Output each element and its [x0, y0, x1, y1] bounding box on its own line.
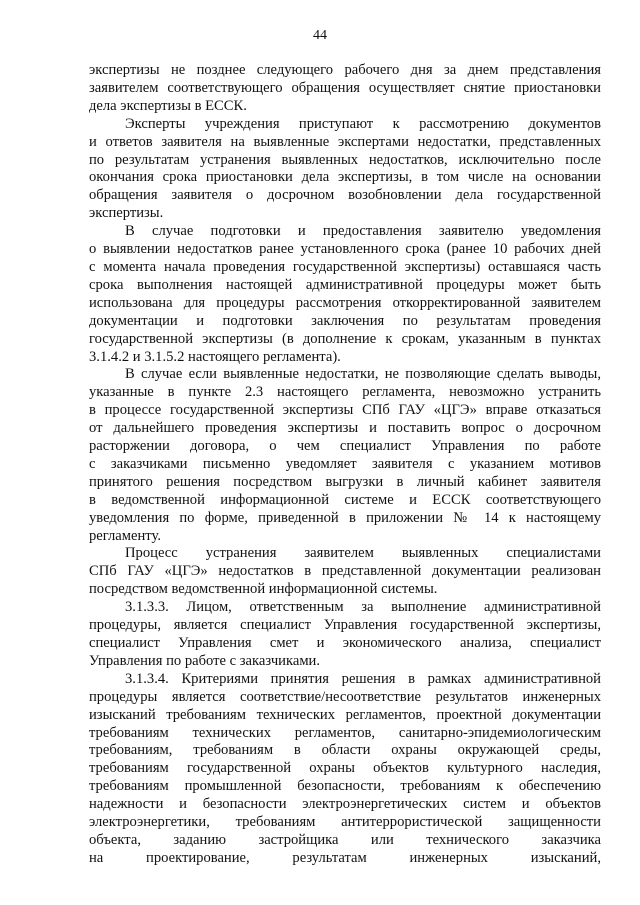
text-line: требованиям технических регламентов, санитарно-эпидемиологическим [89, 724, 601, 741]
paragraph [89, 545, 601, 599]
paragraph [89, 366, 601, 545]
text-line: документации и подготовки заключения по результатам проведения [89, 312, 601, 329]
text-line: срока выполнения настоящей административной процедуры может быть [89, 276, 601, 293]
text-line: дела экспертизы в ЕССК. [89, 97, 247, 114]
paragraph [89, 116, 601, 223]
text-line: В случае если выявленные недостатки, не позволяющие сделать выводы, [125, 366, 601, 383]
text-line: электроэнергетики, требованиям антитеррористической защищенности [89, 814, 601, 831]
text-line: специалист Управления смет и экономического анализа, специалист [89, 635, 601, 651]
text-line: процедуры, является специалист Управления государственной экспертизы, [89, 617, 601, 634]
text-line: требованиям государственной охраны объектов культурного наследия, [89, 760, 601, 777]
text-line: надежности и безопасности электроэнергетических систем и объектов [89, 796, 601, 813]
text-line: экспертизы не позднее следующего рабочего дня за днем представления [89, 62, 601, 78]
text-line: от дальнейшего проведения экспертизы и поставить вопрос о досрочном [89, 420, 601, 437]
paragraph [89, 223, 601, 366]
text-line: государственной экспертизы (в дополнение к срокам, указанным в пунктах [89, 330, 601, 347]
text-line: окончания срока приостановки дела экспертизы, в том числе на основании [89, 169, 601, 186]
text-line: требованиям промышленной безопасности, требованиям к обеспечению [89, 778, 601, 795]
text-line: объекта, заданию застройщика или технического заказчика [89, 831, 601, 848]
text-line: обращения заявителя о досрочном возобновлении дела государственной [89, 187, 601, 204]
text-line: посредством ведомственной информационной системы. [89, 581, 438, 598]
text-line: СПб ГАУ «ЦГЭ» недостатков в представленной документации реализован [89, 563, 601, 580]
paragraph [89, 62, 601, 116]
page-number: 44 [313, 28, 327, 43]
text-line: 3.1.4.2 и 3.1.5.2 настоящего регламента). [89, 348, 341, 365]
text-line: с заказчиками письменно уведомляет заявителя с указанием мотивов [89, 455, 601, 472]
text-line: требованиям, требованиям в области охраны окружающей среды, [89, 742, 601, 759]
text-line: в ведомственной информационной системе и ЕССК соответствующего [89, 491, 601, 508]
text-line: В случае подготовки и предоставления заявителю уведомления [125, 223, 601, 240]
text-line: экспертизы. [89, 205, 164, 222]
text-line: Управления по работе с заказчиками. [89, 652, 321, 669]
text-line: 3.1.3.4. Критериями принятия решения в рамках административной [125, 670, 601, 687]
text-line: заявителем соответствующего обращения осуществляет снятие приостановки [89, 79, 601, 96]
text-line: по результатам устранения выявленных недостатков, исключительно после [89, 151, 601, 168]
text-line: 3.1.3.3. Лицом, ответственным за выполнение административной [125, 599, 601, 616]
text-line: в процессе государственной экспертизы СПб ГАУ «ЦГЭ» вправе отказаться [89, 402, 601, 419]
text-line: расторжении договора, о чем специалист Управления по работе [89, 438, 601, 455]
text-line: уведомления по форме, приведенной в приложении № 14 к настоящему [89, 509, 601, 526]
text-line: Эксперты учреждения приступают к рассмотрению документов [125, 115, 601, 132]
text-line: использована для процедуры рассмотрения откорректированной заявителем [89, 294, 601, 311]
paragraph [89, 671, 601, 868]
text-line: указанные в пункте 2.3 настоящего регламента, невозможно устранить [89, 384, 601, 401]
text-line: с момента начала проведения государственной экспертизы) оставшаяся часть [89, 258, 601, 275]
text-line: на проектирование, результатам инженерных изысканий, [89, 849, 601, 866]
text-line: о выявлении недостатков ранее установленного срока (ранее 10 рабочих дней [89, 241, 601, 258]
text-line: регламенту. [89, 527, 161, 544]
text-line: Процесс устранения заявителем выявленных специалистами [125, 545, 601, 562]
paragraph [89, 599, 601, 671]
text-line: изысканий требованиям технических регламентов, проектной документации [89, 706, 601, 723]
text-line: принятого решения посредством выгрузки в личный кабинет заявителя [89, 473, 601, 490]
text-line: и ответов заявителя на выявленные экспертами недостатки, представленных [89, 133, 601, 150]
document-body [89, 62, 601, 868]
text-line: процедуры является соответствие/несоответствие результатов инженерных [89, 688, 601, 705]
